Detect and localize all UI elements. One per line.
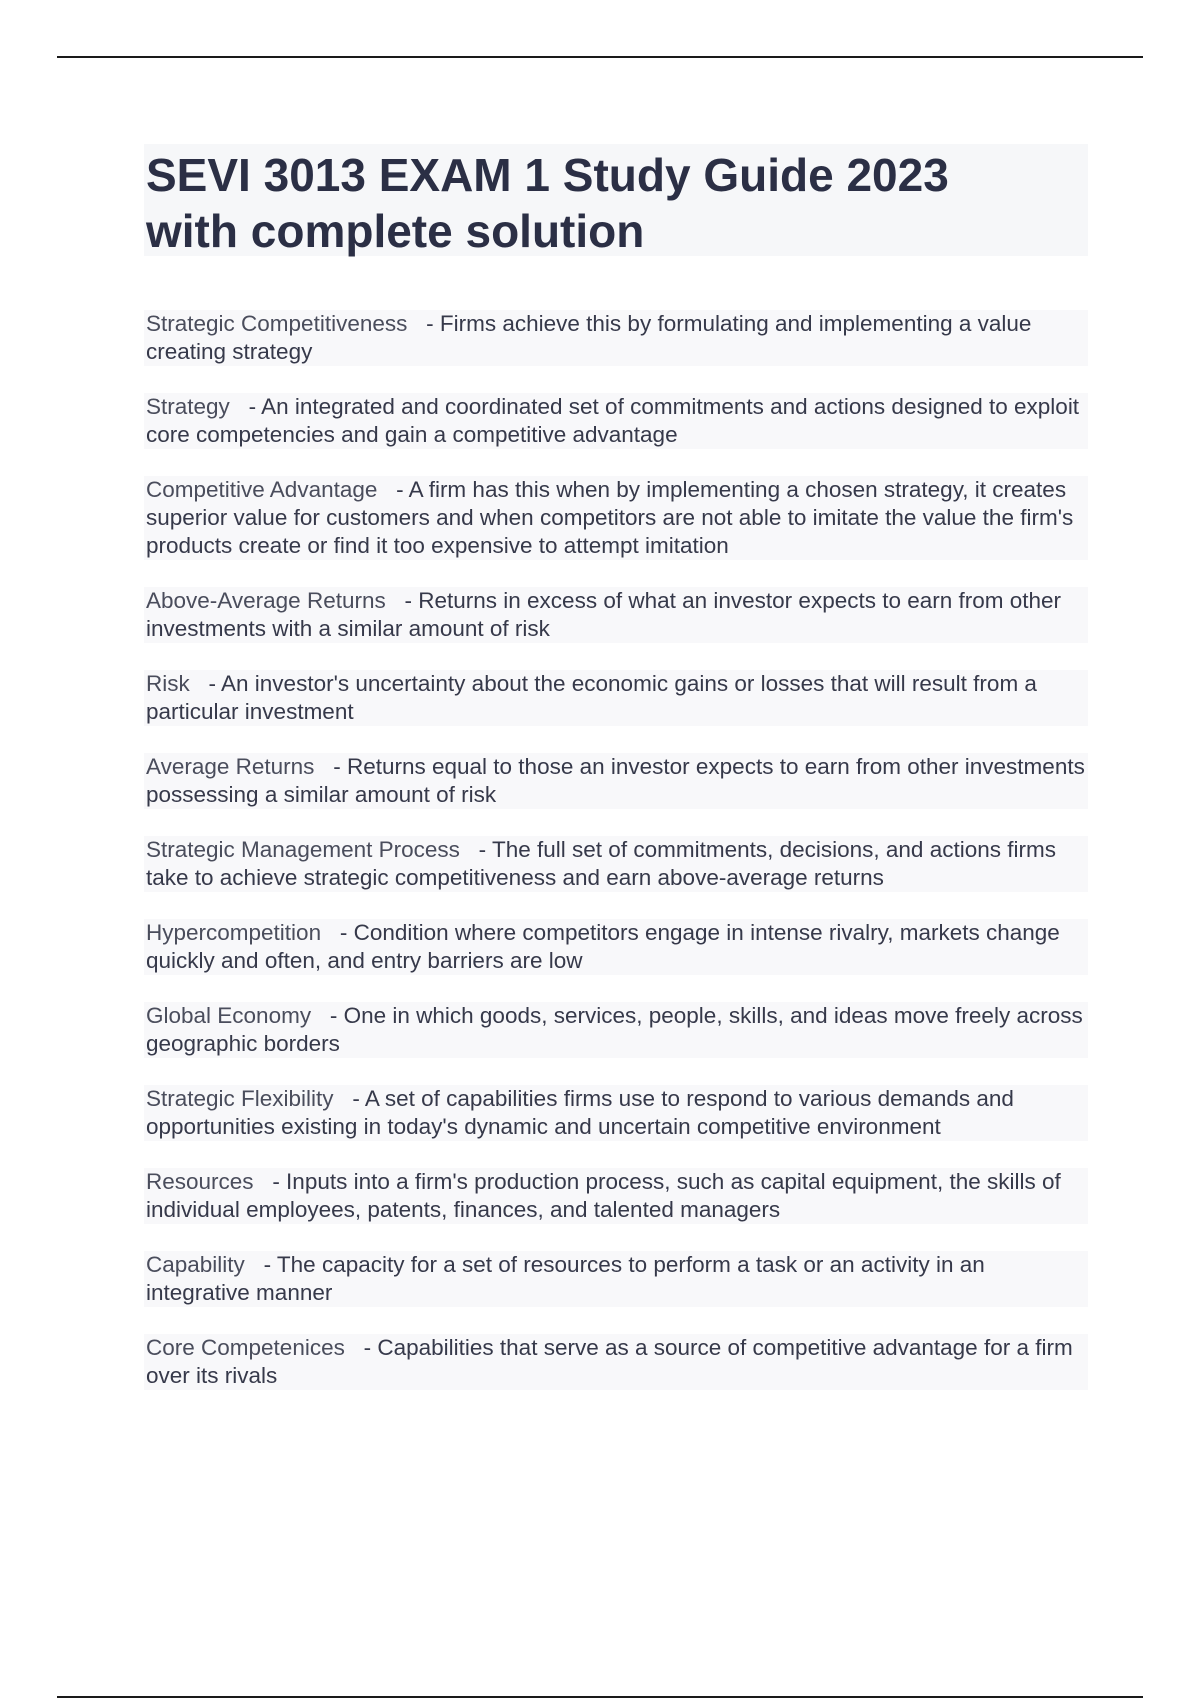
entry-definition: - Inputs into a firm's production process, such as capital equipment, the skills of individual employees, patents, finances, and talented managers	[146, 1169, 1061, 1222]
entry-definition: - An investor's uncertainty about the economic gains or losses that will result from a particular investment	[146, 671, 1037, 724]
glossary-entry	[144, 1251, 1088, 1307]
glossary-entry	[144, 836, 1088, 892]
entry-term: Risk	[146, 671, 190, 696]
glossary-entry	[144, 919, 1088, 975]
entry-definition: - Returns in excess of what an investor expects to earn from other investments with a similar amount of risk	[146, 588, 1062, 641]
entry-definition: - An integrated and coordinated set of commitments and actions designed to exploit core competencies and gain a competitive advantage	[146, 394, 1080, 447]
entry-definition: - The full set of commitments, decisions, and actions firms take to achieve strategic competitiveness and earn above-average returns	[146, 837, 1056, 890]
entry-term: Above-Average Returns	[146, 588, 386, 613]
entry-definition: - Capabilities that serve as a source of competitive advantage for a firm over its rivals	[146, 1335, 1073, 1388]
glossary-entry	[144, 1085, 1088, 1141]
entry-definition: - Firms achieve this by formulating and implementing a value creating strategy	[146, 311, 1032, 364]
entry-term: Average Returns	[146, 754, 315, 779]
glossary-entry	[144, 753, 1088, 809]
glossary-entry	[144, 393, 1088, 449]
document-title	[146, 147, 1088, 259]
entry-term: Hypercompetition	[146, 920, 322, 945]
glossary-entry	[144, 310, 1088, 366]
title-line-2: with complete solution	[146, 205, 645, 257]
entry-term: Strategy	[146, 394, 230, 419]
entry-definition: - Returns equal to those an investor expects to earn from other investments possessing a similar amount of risk	[146, 754, 1085, 807]
glossary-entry	[144, 476, 1088, 560]
title-block	[144, 144, 1088, 256]
entry-definition: - One in which goods, services, people, skills, and ideas move freely across geographic borders	[146, 1003, 1083, 1056]
entry-definition: - A firm has this when by implementing a chosen strategy, it creates superior value for customers and when competitors are not able to imitate the value the firm's products create or find it too expensive to attempt imitation	[146, 477, 1074, 558]
entry-term: Global Economy	[146, 1003, 312, 1028]
glossary-entry	[144, 1002, 1088, 1058]
entry-term: Capability	[146, 1252, 245, 1277]
entry-term: Competitive Advantage	[146, 477, 378, 502]
glossary-entry	[144, 670, 1088, 726]
entry-definition: - A set of capabilities firms use to respond to various demands and opportunities existing in today's dynamic and uncertain competitive environment	[146, 1086, 1014, 1139]
entry-term: Core Competenices	[146, 1335, 345, 1360]
glossary-entry	[144, 1334, 1088, 1390]
entry-term: Strategic Competitiveness	[146, 311, 408, 336]
entry-definition: - The capacity for a set of resources to perform a task or an activity in an integrative manner	[146, 1252, 985, 1305]
glossary-list	[144, 310, 1088, 1417]
entry-term: Resources	[146, 1169, 254, 1194]
entry-term: Strategic Flexibility	[146, 1086, 334, 1111]
entry-term: Strategic Management Process	[146, 837, 460, 862]
entry-definition: - Condition where competitors engage in intense rivalry, markets change quickly and often, and entry barriers are low	[146, 920, 1060, 973]
top-rule	[57, 56, 1143, 58]
title-line-1: SEVI 3013 EXAM 1 Study Guide 2023	[146, 149, 949, 201]
glossary-entry	[144, 1168, 1088, 1224]
glossary-entry	[144, 587, 1088, 643]
bottom-rule	[57, 1696, 1143, 1698]
